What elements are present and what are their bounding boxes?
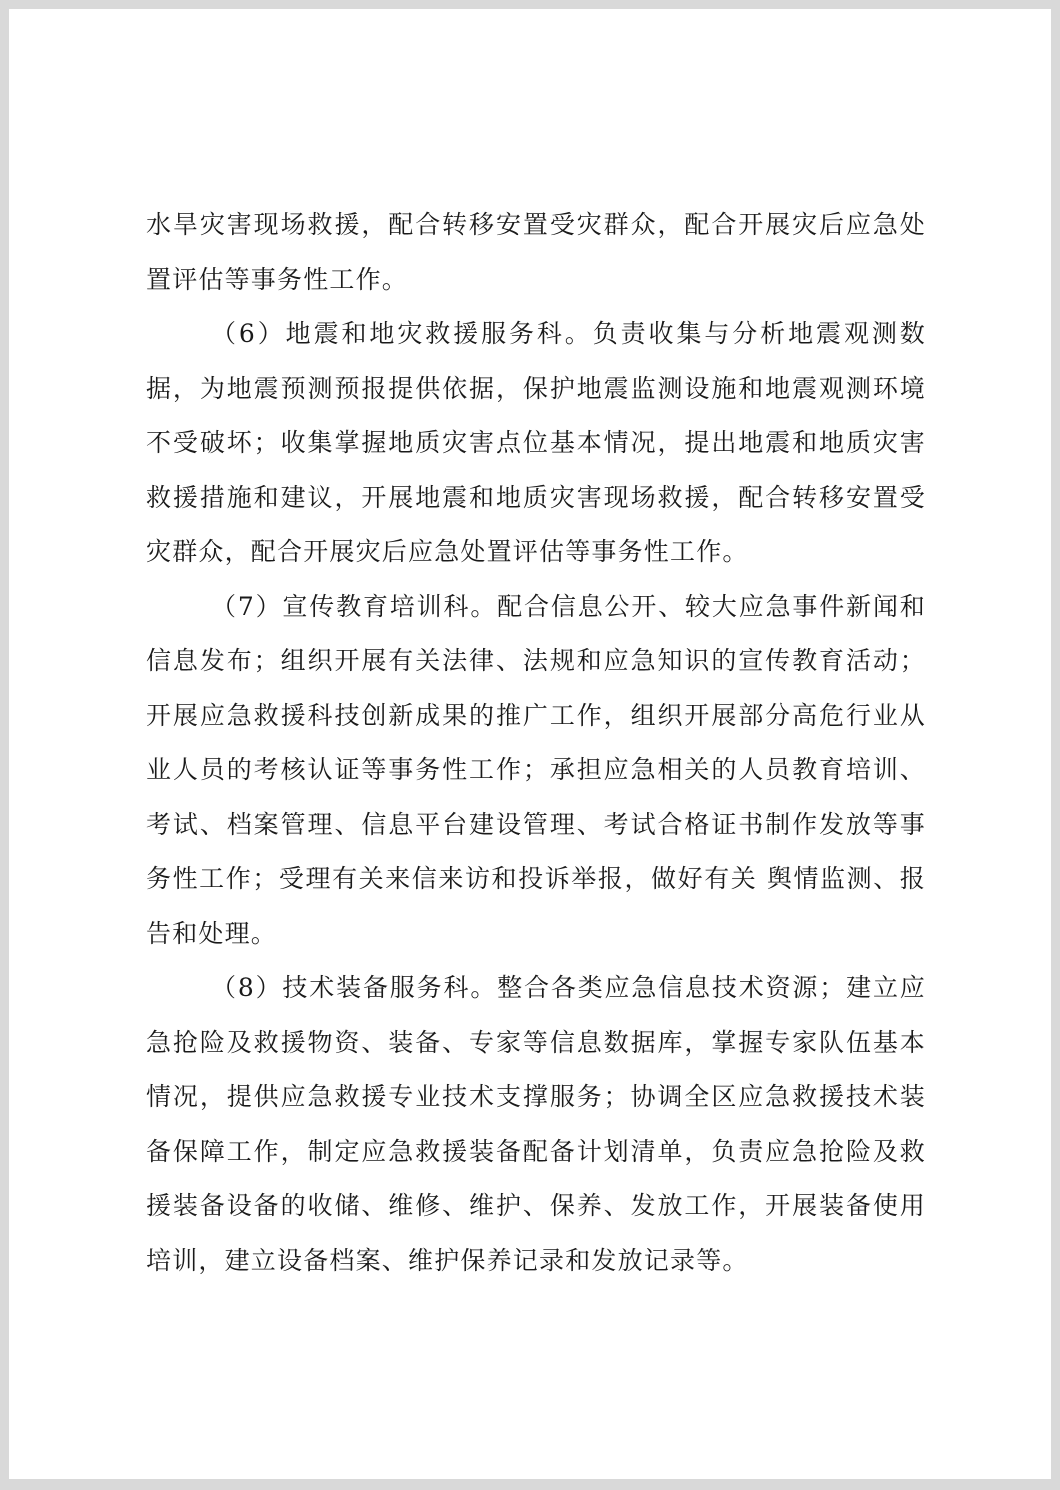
paragraph-item-8: （8）技术装备服务科。整合各类应急信息技术资源；建立应急抢险及救援物资、装备、专家等信息数据库，掌握专家队伍基本情况，提供应急救援专业技术支撑服务；协调全区应急救援技术装备保障工作，制定应急救援装备配备计划清单，负责应急抢险及救援装备设备的收储、维修、维护、保养、发放工作，开展装备使用培训，建立设备档案、维护保养记录和发放记录等。	[146, 973, 926, 1275]
paragraph-item-6: （6）地震和地灾救援服务科。负责收集与分析地震观测数据，为地震预测预报提供依据，保护地震监测设施和地震观测环境不受破坏；收集掌握地质灾害点位基本情况，提出地震和地质灾害救援措施和建议，开展地震和地质灾害现场救援，配合转移安置受灾群众，配合开展灾后应急处置评估等事务性工作。	[146, 319, 926, 566]
document-body	[146, 198, 926, 1288]
document-page	[9, 9, 1051, 1479]
paragraph-continuation: 水旱灾害现场救援，配合转移安置受灾群众，配合开展灾后应急处置评估等事务性工作。	[146, 210, 926, 294]
paragraph-item-7: （7）宣传教育培训科。配合信息公开、较大应急事件新闻和信息发布；组织开展有关法律、法规和应急知识的宣传教育活动；开展应急救援科技创新成果的推广工作，组织开展部分高危行业从业人员的考核认证等事务性工作；承担应急相关的人员教育培训、考试、档案管理、信息平台建设管理、考试合格证书制作发放等事务性工作；受理有关来信来访和投诉举报，做好有关 舆情监测、报告和处理。	[146, 591, 926, 948]
